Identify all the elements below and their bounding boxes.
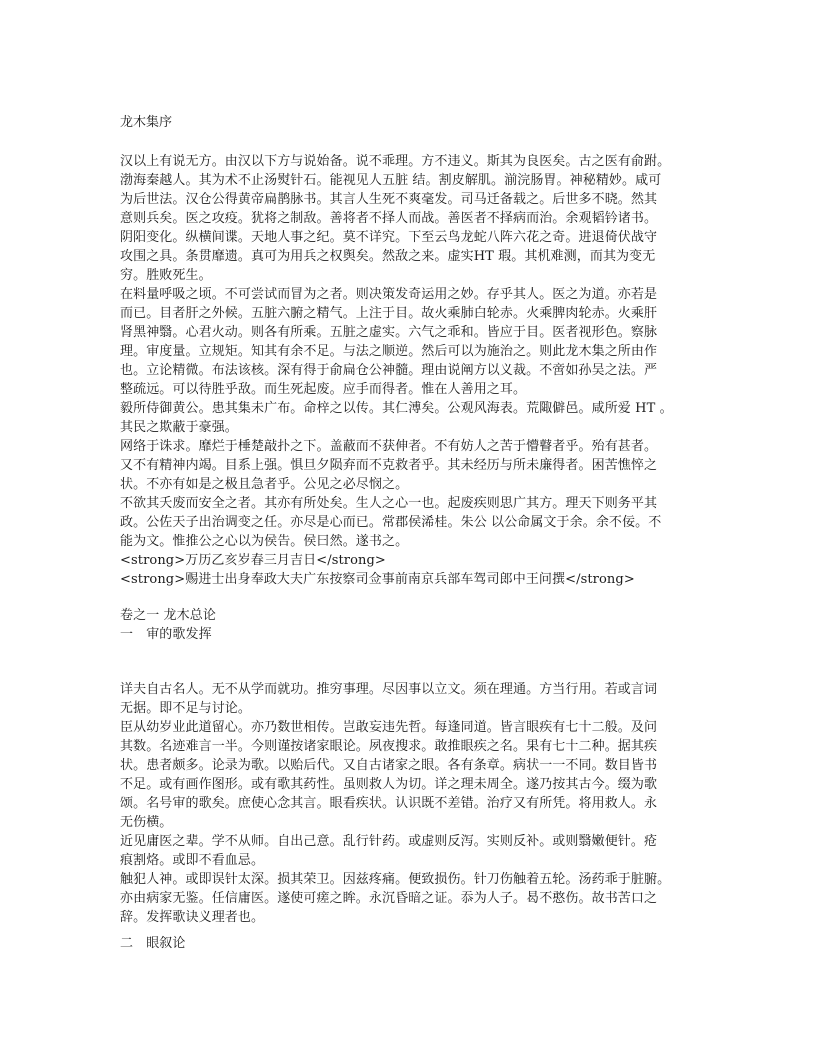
preface-line: 政。公佐天子出治调变之任。亦尽是心而已。常郡侯浠桂。朱公 以公命属文于余。余不佞。不 xyxy=(120,515,662,530)
body-line: 辞。发挥歌诀义理者也。 xyxy=(120,910,265,925)
preface-line: 攻围之具。条贯靡遗。真可为用兵之权舆矣。然敌之来。虚实HT 瑕。其机难测，而其为变无 xyxy=(120,249,656,264)
section-1-body xyxy=(120,680,680,927)
section-2-heading: 二 眼叙论 xyxy=(120,936,186,951)
preface-line: 整疏远。可以待胜乎敌。而生死起废。应手而得者。惟在人善用之耳。 xyxy=(120,382,527,397)
preface-text xyxy=(120,152,680,589)
preface-line: 肾黑神翳。心君火动。则各有所乘。五脏之虚实。六气之乖和。皆应于目。医者视形色。察脉 xyxy=(120,325,658,340)
body-line: 颂。名号审的歌矣。庶使心念其言。眼看疾状。认识既不差错。治疗又有所凭。将用救人。永 xyxy=(120,796,658,811)
preface-line: <strong>万历乙亥岁春三月吉日</strong> xyxy=(120,553,386,568)
preface-line: 阴阳变化。纵横间谍。天地人事之纪。莫不详究。下至云鸟龙蛇八阵六花之奇。进退倚伏战守 xyxy=(120,230,658,245)
body-line: 亦由病家无鉴。任信庸医。遂使可瘥之眸。永沉昏暗之证。忝为人子。曷不憨伤。故书苦口之 xyxy=(120,891,658,906)
preface-line: 网络于诛求。靡烂于棰楚敲扑之下。盖蔽而不获伸者。不有妨人之苦于懵瞽者乎。殆有甚者。 xyxy=(120,439,658,454)
body-line: 不足。或有画作图形。或有歌其药性。虽则救人为切。详之理未周全。遂乃按其古今。缀为歌 xyxy=(120,777,658,792)
body-line: 状。患者颇多。论录为歌。以贻后代。又自古诸家之眼。各有条章。病状一一不同。数目皆书 xyxy=(120,758,658,773)
preface-line: 意则兵矣。医之攻疫。犹将之制敌。善将者不择人而战。善医者不择病而治。余观韬钤诸书。 xyxy=(120,211,658,226)
preface-line: 又不有精神内竭。目系上强。惧旦夕陨弃而不克救者乎。其未经历与所未廉得者。困苦憔悴之 xyxy=(120,458,658,473)
body-line: 触犯人神。或即误针太深。损其荣卫。因兹疼痛。便致损伤。针刀伤触着五轮。汤药乖于脏腑。 xyxy=(120,872,671,887)
section-1-heading: 一 审的歌发挥 xyxy=(120,627,212,642)
preface-line: 渤海秦越人。其为术不止汤熨针石。能视见人五脏 结。割皮解肌。湔浣肠胃。神秘精妙。咸可 xyxy=(120,173,662,188)
section-2-block xyxy=(120,934,680,953)
preface-line: 状。不亦有如是之极且急者乎。公见之必尽悯之。 xyxy=(120,477,409,492)
preface-line: 穷。胜败死生。 xyxy=(120,268,212,283)
body-line: 无据。即不足与讨论。 xyxy=(120,701,252,716)
body-line: 无伤横。 xyxy=(120,815,173,830)
preface-line: 毅所侍御黄公。患其集未广布。命梓之以传。其仁溥矣。公观风海表。荒陬僻邑。咸所爱 HT 。 xyxy=(120,401,673,416)
document-title: 龙木集序 xyxy=(120,115,173,130)
preface-line: 汉以上有说无方。由汉以下方与说始备。说不乖理。方不违义。斯其为良医矣。古之医有俞跗。 xyxy=(120,154,671,169)
preface-line: 其民之欺蔽于豪强。 xyxy=(120,420,238,435)
preface-line: 为后世法。汉仓公得黄帝扁鹊脉书。其言人生死不爽毫发。司马迁备载之。后世多不晓。然其 xyxy=(120,192,658,207)
preface-line: <strong>赐进士出身奉政大夫广东按察司佥事前南京兵部车驾司郎中王问撰</strong> xyxy=(120,572,635,587)
chapter-heading-block xyxy=(120,606,680,644)
body-line: 近见庸医之辈。学不从师。自出己意。乱行针药。或虚则反泻。实则反补。或则翳嫩便针。疮 xyxy=(120,834,658,849)
preface-line: 能为文。惟推公之心以为侯告。侯曰然。遂书之。 xyxy=(120,534,409,549)
body-line: 痕割烙。或即不看血忌。 xyxy=(120,853,265,868)
chapter-heading: 卷之一 龙木总论 xyxy=(120,608,216,623)
body-line: 臣从幼岁业此道留心。亦乃数世相传。岂敢妄违先哲。每逢同道。皆言眼疾有七十二般。及问 xyxy=(120,720,658,735)
preface-line: 而已。目者肝之外候。五脏六腑之精气。上注于目。故火乘肺白轮赤。火乘脾肉轮赤。火乘肝 xyxy=(120,306,658,321)
preface-line: 理。审度量。立规矩。知其有余不足。与法之顺逆。然后可以为施治之。则此龙木集之所由作 xyxy=(120,344,658,359)
body-line: 其数。名迹难言一半。今则谨按诸家眼论。夙夜搜求。敢推眼疾之名。果有七十二种。据其疾 xyxy=(120,739,658,754)
preface-line: 不欲其夭废而安全之者。其亦有所处矣。生人之心一也。起废疾则思广其方。理天下则务平其 xyxy=(120,496,658,511)
preface-line: 也。立论精微。布法该核。深有得于俞扁仓公神髓。理由说阐方以义裁。不啻如孙吴之法。严 xyxy=(120,363,658,378)
body-line: 详夫自古名人。无不从学而就功。推穷事理。尽因事以立文。须在理通。方当行用。若或言词 xyxy=(120,682,658,697)
preface-line: 在料量呼吸之顷。不可尝试而冒为之者。则决策发奇运用之妙。存乎其人。医之为道。亦若是 xyxy=(120,287,658,302)
